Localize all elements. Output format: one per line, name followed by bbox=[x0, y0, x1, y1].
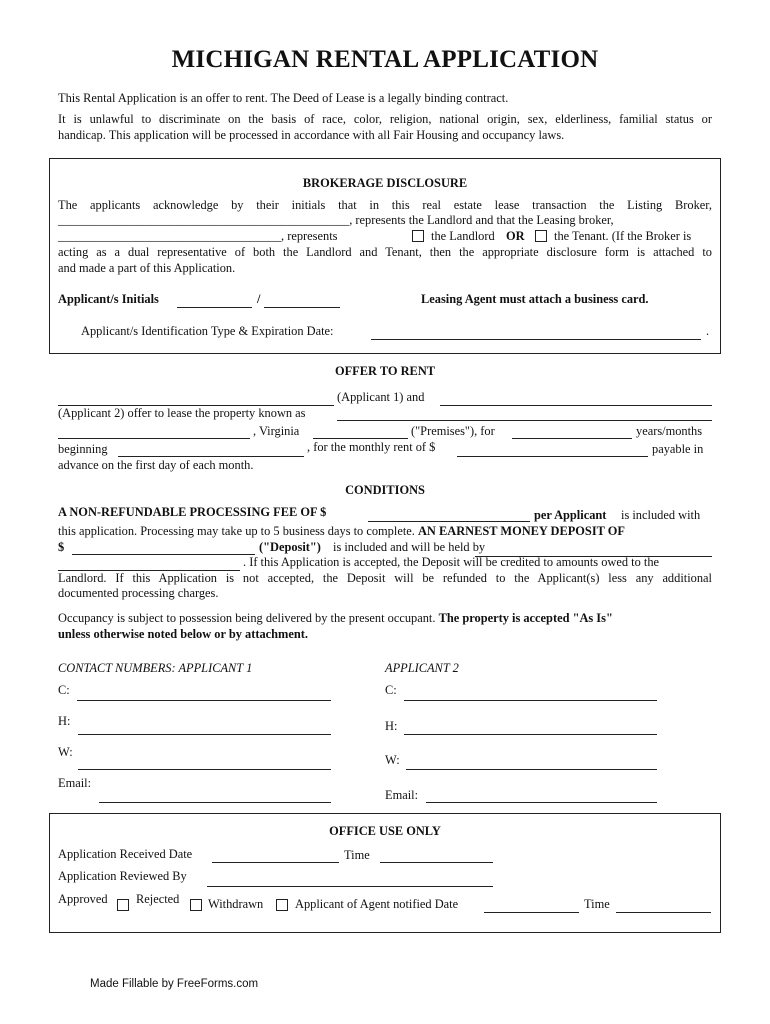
brokerage-line-1: The applicants acknowledge by their initials that in this real estate lease transaction the Listing Broker, bbox=[58, 198, 712, 212]
app1-home-input[interactable] bbox=[78, 734, 331, 735]
footer-credit: Made Fillable by FreeForms.com bbox=[90, 978, 259, 990]
offer-heading: OFFER TO RENT bbox=[334, 364, 436, 378]
contact-applicant-1-heading: CONTACT NUMBERS: APPLICANT 1 bbox=[58, 661, 253, 675]
received-date-label: Application Received Date bbox=[58, 847, 193, 861]
office-heading: OFFICE USE ONLY bbox=[329, 824, 441, 838]
initials-input-2[interactable] bbox=[264, 307, 340, 308]
conditions-line-4: . If this Application is accepted, the Deposit will be credited to amounts owed to the bbox=[243, 555, 660, 569]
received-time-input[interactable] bbox=[380, 862, 493, 863]
app1-email-label: Email: bbox=[58, 776, 92, 790]
reviewed-by-label: Application Reviewed By bbox=[58, 869, 187, 883]
brokerage-line-2: , represents the Landlord and that the Leasing broker, bbox=[349, 213, 614, 227]
or-label: OR bbox=[506, 229, 525, 243]
rejected-label: Rejected bbox=[136, 892, 180, 906]
intro-line-1: This Rental Application is an offer to rent. The Deed of Lease is a legally binding contract. bbox=[58, 91, 509, 105]
app2-cell-label: C: bbox=[385, 683, 397, 697]
brokerage-line-5: and made a part of this Application. bbox=[58, 261, 236, 275]
held-by-label: is included and will be held by bbox=[333, 540, 486, 554]
represents-label: , represents bbox=[281, 229, 338, 243]
initials-label: Applicant/s Initials bbox=[58, 292, 159, 306]
term-input[interactable] bbox=[512, 438, 632, 439]
app2-cell-input[interactable] bbox=[404, 700, 657, 701]
payable-label: payable in bbox=[652, 442, 704, 456]
held-by-input[interactable] bbox=[475, 556, 712, 557]
occupancy-line-2: unless otherwise noted below or by attachment. bbox=[58, 627, 308, 641]
id-end: . bbox=[706, 324, 710, 338]
brokerage-line-4: acting as a dual representative of both the Landlord and Tenant, then the appropriate disclosure form is attached to bbox=[58, 245, 712, 259]
beginning-label: beginning bbox=[58, 442, 108, 456]
agent-note: Leasing Agent must attach a business card. bbox=[421, 292, 649, 306]
occupancy-line-1 bbox=[58, 611, 613, 625]
property-input[interactable] bbox=[337, 420, 712, 421]
per-applicant-label: per Applicant bbox=[534, 508, 607, 522]
app1-email-input[interactable] bbox=[99, 802, 331, 803]
app1-work-input[interactable] bbox=[78, 769, 331, 770]
contact-applicant-2-heading: APPLICANT 2 bbox=[385, 661, 459, 675]
received-date-input[interactable] bbox=[212, 862, 339, 863]
rejected-checkbox[interactable] bbox=[190, 899, 202, 911]
conditions-line-6: documented processing charges. bbox=[58, 586, 219, 600]
leasing-broker-blank: ____________________________________ bbox=[58, 229, 282, 243]
applicant-2-input[interactable] bbox=[440, 405, 712, 406]
included-with-label: is included with bbox=[621, 508, 701, 522]
years-months-label: years/months bbox=[636, 424, 703, 438]
document-title: MICHIGAN RENTAL APPLICATION bbox=[171, 46, 599, 73]
occupancy-text: Occupancy is subject to possession being delivered by the present occupant. bbox=[58, 611, 436, 625]
app1-work-label: W: bbox=[58, 745, 73, 759]
applicant-1-label: (Applicant 1) and bbox=[337, 390, 425, 404]
tenant-checkbox[interactable] bbox=[535, 230, 547, 242]
monthly-rent-input[interactable] bbox=[457, 456, 648, 457]
app1-cell-label: C: bbox=[58, 683, 70, 697]
listing-broker-blank: _______________________________________________ bbox=[58, 213, 350, 227]
initials-input-1[interactable] bbox=[177, 307, 252, 308]
premises-label: ("Premises"), for bbox=[411, 424, 495, 438]
deposit-label: ("Deposit") bbox=[259, 540, 321, 554]
app2-email-label: Email: bbox=[385, 788, 419, 802]
withdrawn-checkbox[interactable] bbox=[276, 899, 288, 911]
applicant-2-label: (Applicant 2) offer to lease the property known as bbox=[58, 406, 306, 420]
received-time-label: Time bbox=[344, 848, 370, 862]
conditions-line-5: Landlord. If this Application is not accepted, the Deposit will be refunded to the Applicant(s) less any additional bbox=[58, 571, 712, 585]
approved-checkbox[interactable] bbox=[117, 899, 129, 911]
deposit-input[interactable] bbox=[72, 554, 255, 555]
dollar-sign: $ bbox=[58, 540, 65, 554]
fee-label: A NON-REFUNDABLE PROCESSING FEE OF $ bbox=[58, 505, 327, 519]
processing-text: this application. Processing may take up to 5 business days to complete. bbox=[58, 524, 415, 538]
intro-line-2: It is unlawful to discriminate on the basis of race, color, religion, national origin, sex, elderliness, familial status or bbox=[58, 112, 712, 126]
earnest-money-text: AN EARNEST MONEY DEPOSIT OF bbox=[417, 524, 625, 538]
app2-home-label: H: bbox=[385, 719, 398, 733]
listing-broker-field[interactable] bbox=[58, 213, 614, 227]
notified-date-input[interactable] bbox=[484, 912, 579, 913]
app2-email-input[interactable] bbox=[426, 802, 657, 803]
fee-input[interactable] bbox=[368, 521, 530, 522]
virginia-label: , Virginia bbox=[253, 424, 300, 438]
city-input[interactable] bbox=[58, 438, 250, 439]
app1-home-label: H: bbox=[58, 714, 71, 728]
reviewed-by-input[interactable] bbox=[207, 886, 493, 887]
initials-separator: / bbox=[257, 292, 261, 306]
conditions-heading: CONDITIONS bbox=[345, 483, 425, 497]
brokerage-heading: BROKERAGE DISCLOSURE bbox=[302, 176, 468, 190]
landlord-label: the Landlord bbox=[431, 229, 495, 243]
conditions-line-2 bbox=[58, 524, 625, 538]
tenant-label: the Tenant. (If the Broker is bbox=[554, 229, 692, 243]
withdrawn-label: Withdrawn bbox=[208, 897, 264, 911]
notified-time-input[interactable] bbox=[616, 912, 711, 913]
beginning-date-input[interactable] bbox=[118, 456, 304, 457]
id-input[interactable] bbox=[371, 339, 701, 340]
notified-time-label: Time bbox=[584, 897, 610, 911]
app2-work-label: W: bbox=[385, 753, 400, 767]
advance-line: advance on the first day of each month. bbox=[58, 458, 254, 472]
notified-date-label: Applicant of Agent notified Date bbox=[295, 897, 459, 911]
app2-home-input[interactable] bbox=[404, 734, 657, 735]
monthly-rent-label: , for the monthly rent of $ bbox=[307, 440, 436, 454]
app1-cell-input[interactable] bbox=[77, 700, 331, 701]
app2-work-input[interactable] bbox=[406, 769, 657, 770]
as-is-text: The property is accepted "As Is" bbox=[438, 611, 613, 625]
landlord-checkbox[interactable] bbox=[412, 230, 424, 242]
intro-line-3: handicap. This application will be processed in accordance with all Fair Housing and occupancy laws. bbox=[58, 128, 565, 142]
approved-label: Approved bbox=[58, 892, 108, 906]
id-label: Applicant/s Identification Type & Expiration Date: bbox=[81, 324, 334, 338]
leasing-broker-field[interactable] bbox=[58, 229, 337, 243]
premises-input[interactable] bbox=[313, 438, 408, 439]
